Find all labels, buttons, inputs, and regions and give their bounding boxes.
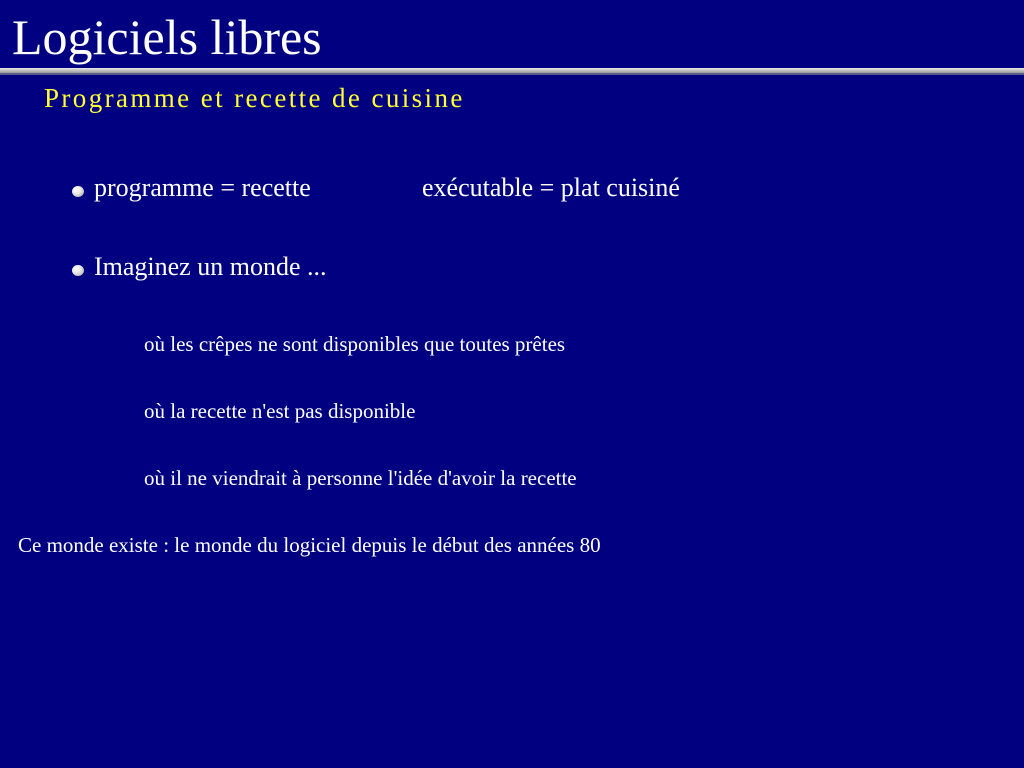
sub-item-recette: où la recette n'est pas disponible: [144, 399, 416, 423]
bullet-text: Imaginez un monde ...: [94, 252, 327, 281]
slide-subtitle: Programme et recette de cuisine: [44, 83, 465, 113]
slide-title: Logiciels libres: [12, 9, 322, 65]
sub-item-personne: où il ne viendrait à personne l'idée d'avoir la recette: [144, 466, 577, 490]
bullet-dot-icon: [72, 186, 84, 197]
bullet-dot-icon: [72, 265, 84, 276]
bullet-extra-text: exécutable = plat cuisiné: [422, 173, 680, 202]
bullet-text: programme = recette: [94, 173, 311, 202]
title-divider-shadow: [0, 73, 1024, 75]
sub-item-crepes: où les crêpes ne sont disponibles que toutes prêtes: [144, 332, 566, 356]
conclusion-text: Ce monde existe : le monde du logiciel depuis le début des années 80: [18, 533, 601, 557]
